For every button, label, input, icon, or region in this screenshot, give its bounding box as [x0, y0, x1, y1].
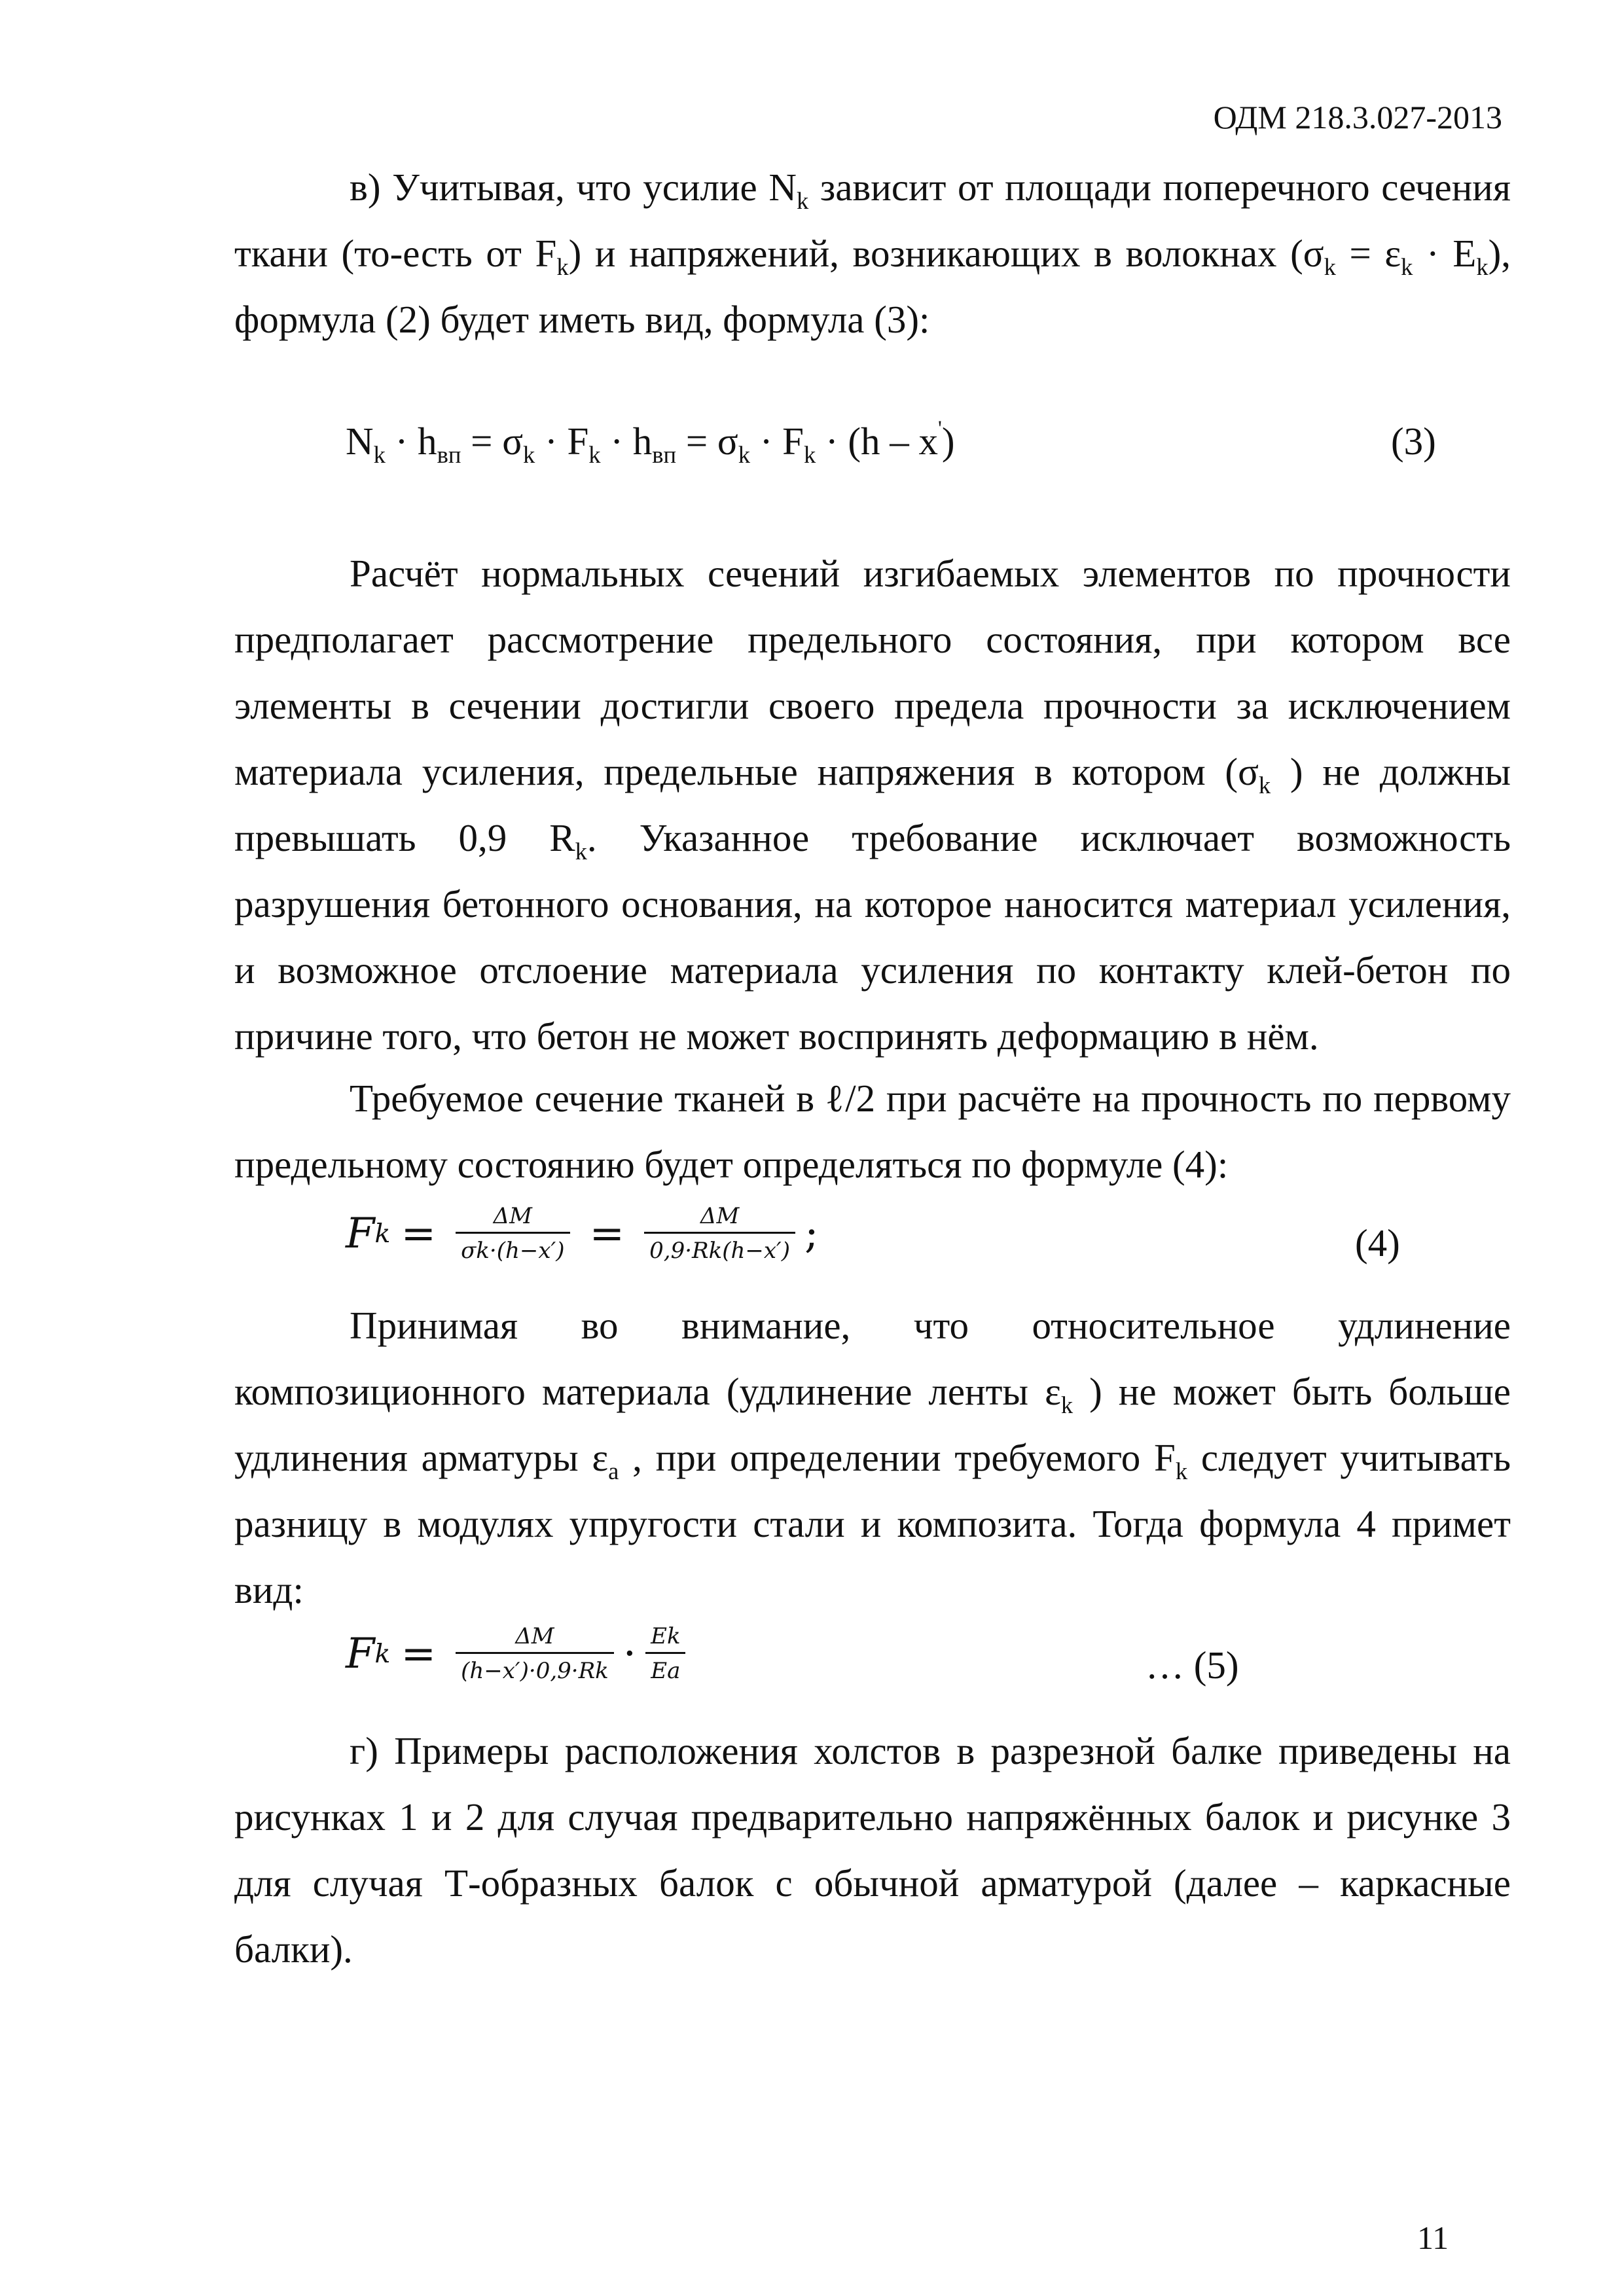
paragraph-g: г) Примеры расположения холстов в разрезной балке приведены на рисунках 1 и 2 для случая предварительно напряжённых балок и рисунке 3 для случая Т-образных балок с обычной арматурой (далее – каркасные балки). — [234, 1729, 1511, 1971]
fraction-2: $\frac{Ek}{Ea}$ — [645, 1623, 685, 1684]
paragraph-elongation: Принимая во внимание, что относительное удлинение композиционного материала (удлинение ленты $\varepsilon_k$ ) не может быть больше удлинения арматуры $\varepsilon_a$ , при определении требуемого $F_k$ следует учитывать разницу в модулях упругости стали и композита. Тогда формула 4 примет вид: — [234, 1304, 1511, 1611]
paragraph-v: в) Учитывая, что усилие $N_k$ зависит от площади поперечного сечения ткани (то-есть от $F_k$) и напряжений, возникающих в волокнах $(\sigma_k = \varepsilon_k \cdot E_k)$, формула (2) будет иметь вид, формула (3): — [234, 166, 1511, 341]
equation-number-3: (3) — [1391, 420, 1436, 463]
formula-5: F k = $\frac{\Delta M}{(h-x')\cdot 0,9\cdot Rk}$ · $\frac{Ek}{Ea}$ — [346, 1623, 695, 1684]
page-number: 11 — [1417, 2219, 1449, 2256]
page-header: ОДМ 218.3.027-2013 — [1213, 99, 1502, 135]
paragraph-required-section: Требуемое сечение тканей в ℓ/2 при расчёте на прочность по первому предельному состоянию будет определяться по формуле (4): — [234, 1077, 1511, 1186]
fraction-1: $\frac{\Delta M}{(h-x')\cdot 0,9\cdot Rk}$ — [456, 1623, 614, 1684]
equation-number-5: … (5) — [1146, 1643, 1239, 1687]
formula-3: $N_k \cdot h_{вп} = \sigma_k \cdot F_k \cdot h_{вп} = \sigma_k \cdot F_k \cdot (h - x')$ — [346, 416, 955, 468]
equation-number-4: (4) — [1355, 1221, 1400, 1265]
formula-4: F k = $\frac{\Delta M}{\sigma k\cdot(h-x')}$ = $\frac{\Delta M}{0,9\cdot Rk(h-x')}$ ; — [346, 1203, 819, 1264]
fraction-2: $\frac{\Delta M}{0,9\cdot Rk(h-x')}$ — [644, 1203, 795, 1264]
paragraph-calculation: Расчёт нормальных сечений изгибаемых элементов по прочности предполагает рассмотрение предельного состояния, при котором все элементы в сечении достигли своего предела прочности за исключением материала усиления, предельные напряжения в котором ($\sigma_k$ ) не должны превышать 0,9 $R_k$. Указанное требование исключает возможность разрушения бетонного основания, на которое наносится материал усиления, и возможное отслоение материала усиления по контакту клей-бетон по причине того, что бетон не может воспринять деформацию в нём. — [234, 552, 1511, 1058]
fraction-1: $\frac{\Delta M}{\sigma k\cdot(h-x')}$ — [456, 1203, 569, 1264]
